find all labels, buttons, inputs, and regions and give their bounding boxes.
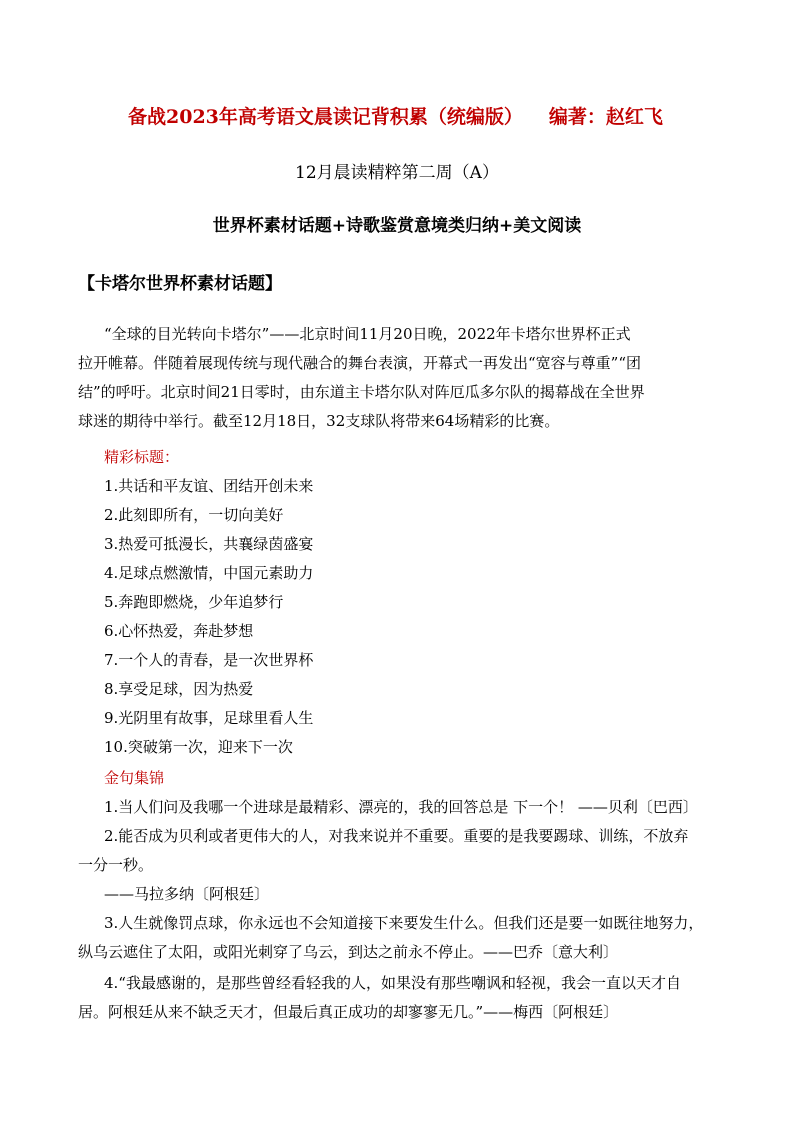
title-item: 4.足球点燃激情，中国元素助力 xyxy=(104,564,314,582)
titles-label: 精彩标题： xyxy=(104,448,180,466)
document-title xyxy=(128,104,728,130)
title-item: 10.突破第一次，迎来下一次 xyxy=(104,738,293,756)
intro-line: 拉开帷幕。伴随着展现传统与现代融合的舞台表演，开幕式一再发出“宽容与尊重”“团 xyxy=(78,354,642,372)
quote-line: 纵乌云遮住了太阳，或阳光刺穿了乌云，到达之前永不停止。——巴乔〔意大利〕 xyxy=(78,943,619,961)
intro-line: 球迷的期待中举行。截至12月18日，32支球队将带来64场精彩的比赛。 xyxy=(78,412,560,430)
quote-line: 一分一秒。 xyxy=(78,856,154,874)
quote-line: 3.人生就像罚点球，你永远也不会知道接下来要发生什么。但我们还是要一如既往地努力， xyxy=(104,914,704,932)
title-item: 1.共话和平友谊、团结开创未来 xyxy=(104,477,314,495)
section-heading: 世界杯素材话题+诗歌鉴赏意境类归纳+美文阅读 xyxy=(212,216,582,236)
title-text: 备战2023年高考语文晨读记背积累（统编版） xyxy=(128,106,523,128)
intro-line: “全球的目光转向卡塔尔”——北京时间11月20日晚，2022年卡塔尔世界杯正式 xyxy=(104,325,631,343)
author-text: 编著：赵红飞 xyxy=(548,106,663,128)
quote-line: 4.“我最感谢的，是那些曾经看轻我的人，如果没有那些嘲讽和轻视，我会一直以天才自 xyxy=(104,974,681,992)
quote-line: 居。阿根廷从来不缺乏天才，但最后真正成功的却寥寥无几。”——梅西〔阿根廷〕 xyxy=(78,1003,619,1021)
title-item: 6.心怀热爱，奔赴梦想 xyxy=(104,622,254,640)
quote-line: 1.当人们问及我哪一个进球是最精彩、漂亮的，我的回答总是 下一个！ ——贝利〔巴西〕 xyxy=(104,798,698,816)
quote-attribution: ——马拉多纳〔阿根廷〕 xyxy=(104,885,270,903)
quotes-label: 金句集锦 xyxy=(104,769,165,787)
title-item: 2.此刻即所有，一切向美好 xyxy=(104,506,284,524)
title-item: 8.享受足球，因为热爱 xyxy=(104,680,254,698)
title-item: 7.一个人的青春，是一次世界杯 xyxy=(104,651,314,669)
quote-line: 2.能否成为贝利或者更伟大的人，对我来说并不重要。重要的是我要踢球、训练，不放弃 xyxy=(104,827,689,845)
title-item: 3.热爱可抵漫长，共襄绿茵盛宴 xyxy=(104,535,314,553)
intro-line: 结”的呼吁。北京时间21日零时，由东道主卡塔尔队对阵厄瓜多尔队的揭幕战在全世界 xyxy=(78,383,645,401)
title-item: 9.光阴里有故事，足球里看人生 xyxy=(104,709,314,727)
topic-heading: 【卡塔尔世界杯素材话题】 xyxy=(78,274,282,294)
document-subtitle: 12月晨读精粹第二周（A） xyxy=(295,163,499,183)
title-item: 5.奔跑即燃烧，少年追梦行 xyxy=(104,593,284,611)
